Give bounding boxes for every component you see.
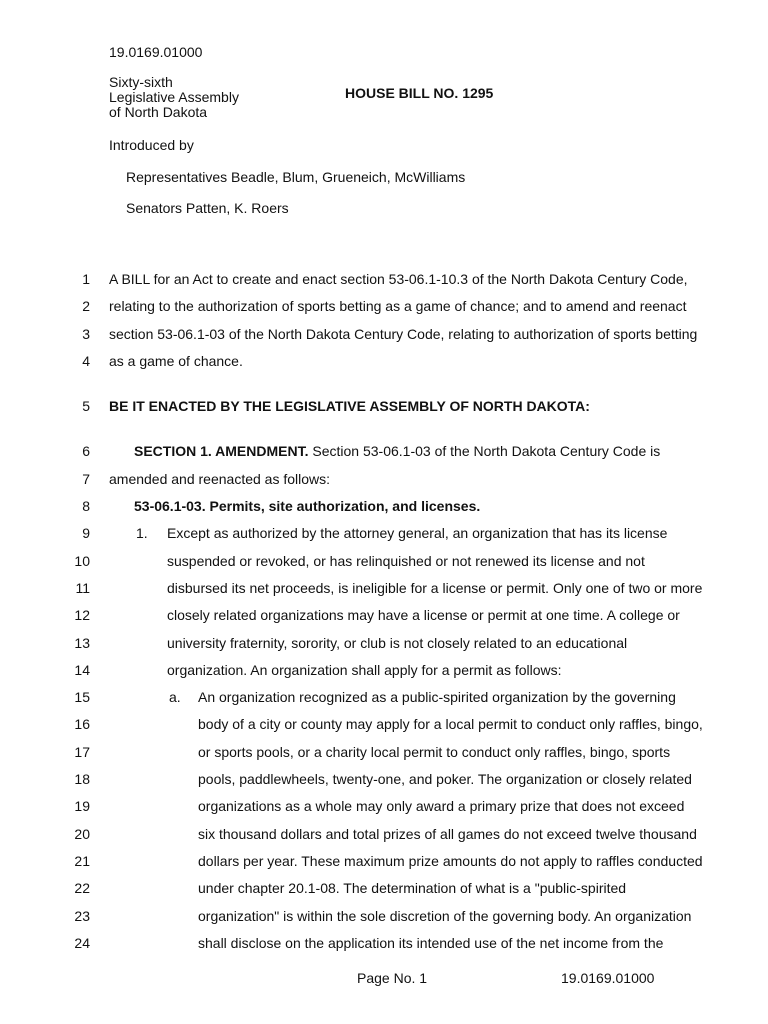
line-13 — [0, 630, 768, 657]
bill-body — [0, 266, 768, 957]
line-text: organization" is within the sole discretion of the governing body. An organization — [198, 907, 692, 924]
line-8 — [0, 493, 768, 520]
line-1 — [0, 266, 768, 293]
line-12 — [0, 602, 768, 629]
line-text: as a game of chance. — [109, 352, 243, 369]
enacting-clause: BE IT ENACTED BY THE LEGISLATIVE ASSEMBLY OF NORTH DAKOTA: — [109, 398, 590, 415]
line-text: six thousand dollars and total prizes of all games do not exceed twelve thousand — [198, 825, 697, 842]
line-number: 9 — [82, 525, 90, 542]
bill-title: HOUSE BILL NO. 1295 — [345, 85, 494, 101]
line-number: 10 — [74, 552, 90, 569]
line-number: 22 — [74, 880, 90, 897]
line-number: 20 — [74, 825, 90, 842]
line-text: amended and reenacted as follows: — [109, 470, 331, 487]
representatives: Representatives Beadle, Blum, Grueneich, McWilliams — [126, 169, 466, 185]
line-24 — [0, 930, 768, 957]
line-16 — [0, 711, 768, 738]
statute-heading: 53-06.1-03. Permits, site authorization, and licenses. — [134, 498, 481, 515]
line-text: or sports pools, or a charity local permit to conduct only raffles, bingo, sports — [198, 743, 671, 760]
line-text: section 53-06.1-03 of the North Dakota Century Code, relating to authorization of sports betting — [109, 325, 698, 342]
line-20 — [0, 821, 768, 848]
line-text: An organization recognized as a public-spirited organization by the governing — [198, 689, 676, 706]
line-number: 14 — [74, 661, 90, 678]
line-23 — [0, 903, 768, 930]
line-text: suspended or revoked, or has relinquished or not renewed its license and not — [167, 552, 645, 569]
line-number: 12 — [74, 607, 90, 624]
line-number: 7 — [82, 470, 90, 487]
line-number: 24 — [74, 934, 90, 951]
line-text: organization. An organization shall apply for a permit as follows: — [167, 661, 562, 678]
line-number: 13 — [74, 634, 90, 651]
line-text: organizations as a whole may only award a primary prize that does not exceed — [198, 798, 685, 815]
line-number: 23 — [74, 907, 90, 924]
line-number: 15 — [74, 689, 90, 706]
line-7 — [0, 466, 768, 493]
subsection-number: 1. — [136, 525, 148, 542]
line-19 — [0, 793, 768, 820]
section-text: Section 53-06.1-03 of the North Dakota Century Code is — [308, 443, 661, 460]
line-text: relating to the authorization of sports betting as a game of chance; and to amend and reenact — [109, 298, 687, 315]
line-text: university fraternity, sorority, or club is not closely related to an educational — [167, 634, 628, 651]
line-number: 17 — [74, 743, 90, 760]
line-11 — [0, 575, 768, 602]
line-number: 19 — [74, 798, 90, 815]
line-number: 11 — [75, 579, 90, 596]
introduced-by: Introduced by — [109, 137, 194, 153]
line-number: 21 — [74, 852, 90, 869]
line-number: 3 — [82, 325, 90, 342]
line-14 — [0, 657, 768, 684]
line-22 — [0, 875, 768, 902]
line-6 — [0, 438, 768, 465]
line-number: 16 — [74, 716, 90, 733]
line-number: 4 — [82, 352, 90, 369]
line-number: 5 — [82, 398, 90, 415]
line-number: 2 — [82, 298, 90, 315]
line-text: A BILL for an Act to create and enact section 53-06.1-10.3 of the North Dakota Century Code, — [109, 271, 688, 287]
line-15 — [0, 684, 768, 711]
footer-doc-id: 19.0169.01000 — [561, 970, 655, 986]
line-text: under chapter 20.1-08. The determination of what is a "public-spirited — [198, 880, 627, 897]
line-17 — [0, 739, 768, 766]
line-number: 1 — [82, 271, 90, 287]
assembly-line-3: of North Dakota — [109, 104, 208, 120]
line-number: 8 — [82, 498, 90, 515]
assembly-block — [109, 75, 239, 120]
subdivision-letter: a. — [169, 689, 181, 706]
section-label: SECTION 1. AMENDMENT. — [134, 443, 309, 460]
line-4 — [0, 348, 768, 375]
line-2 — [0, 293, 768, 320]
line-text: shall disclose on the application its intended use of the net income from the — [198, 934, 664, 951]
line-9 — [0, 520, 768, 547]
assembly-line-1: Sixty-sixth — [109, 74, 173, 90]
page-number: Page No. 1 — [357, 970, 428, 986]
line-18 — [0, 766, 768, 793]
line-21 — [0, 848, 768, 875]
line-text: dollars per year. These maximum prize amounts do not apply to raffles conducted — [198, 852, 703, 869]
line-text: disbursed its net proceeds, is ineligible for a license or permit. Only one of two or more — [167, 579, 703, 596]
line-text: body of a city or county may apply for a local permit to conduct only raffles, bingo, — [198, 716, 703, 733]
line-5 — [0, 393, 768, 420]
line-text: Except as authorized by the attorney general, an organization that has its license — [167, 525, 668, 542]
line-number: 6 — [82, 443, 90, 460]
senators: Senators Patten, K. Roers — [126, 200, 289, 216]
section-heading — [134, 438, 660, 465]
line-10 — [0, 548, 768, 575]
doc-id: 19.0169.01000 — [109, 44, 203, 60]
line-text: closely related organizations may have a license or permit at one time. A college or — [167, 607, 680, 624]
line-3 — [0, 321, 768, 348]
line-text: pools, paddlewheels, twenty-one, and poker. The organization or closely related — [198, 771, 692, 788]
line-number: 18 — [74, 771, 90, 788]
assembly-line-2: Legislative Assembly — [109, 89, 239, 105]
